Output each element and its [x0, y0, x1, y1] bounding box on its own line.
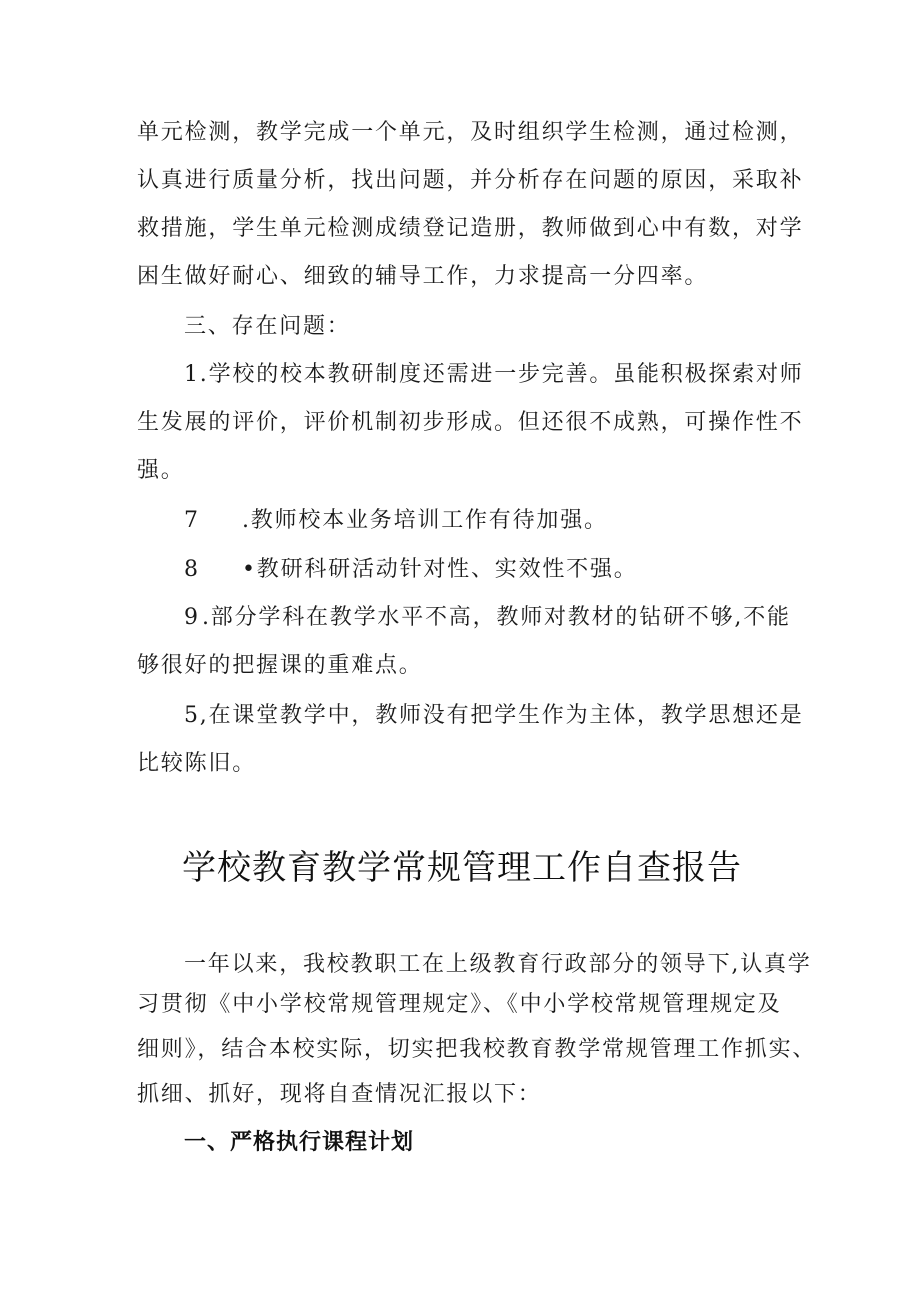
paragraph-line: 比较陈旧。: [137, 751, 257, 776]
paragraph-line: 强。: [137, 458, 185, 483]
paragraph-line: 单元检测，教学完成一个单元，及时组织学生检测，通过检测，: [137, 120, 804, 145]
list-number: 8: [184, 557, 200, 582]
list-item-8: [184, 555, 638, 585]
section-heading-problems: 三、存在问题：: [184, 314, 351, 339]
list-item-7: [184, 506, 608, 536]
paragraph-line: 困生做好耐心、细致的辅导工作，力求提高一分四率。: [137, 264, 709, 289]
list-number: 9: [184, 605, 200, 630]
list-text: .部分学科在教学水平不高，教师对教材的钻研不够,不能: [202, 605, 791, 630]
paragraph-line: 够很好的把握课的重难点。: [137, 653, 423, 678]
paragraph-line: 习贯彻《中小学校常规管理规定》、《中小学校常规管理规定及: [137, 992, 782, 1017]
paragraph-line: 救措施，学生单元检测成绩登记造册，教师做到心中有数，对学: [137, 216, 804, 241]
section-heading-curriculum: 一、严格执行课程计划: [184, 1130, 415, 1155]
list-item-9: [184, 603, 791, 633]
list-text: .教师校本业务培训工作有待加强。: [242, 508, 608, 533]
list-item-5: 5,在课堂教学中，教师没有把学生作为主体，教学思想还是: [184, 703, 804, 728]
paragraph-line: 认真进行质量分析，找出问题，并分析存在问题的原因，采取补: [137, 168, 804, 193]
report-title: 学校教育教学常规管理工作自查报告: [182, 848, 742, 888]
paragraph-line: 抓细、抓好，现将自查情况汇报以下：: [137, 1082, 542, 1107]
paragraph-line: 细则》，结合本校实际，切实把我校教育教学常规管理工作抓实、: [137, 1037, 817, 1062]
paragraph-line: 一年以来，我校教职工在上级教育行政部分的领导下,认真学: [184, 952, 812, 977]
list-number: 7: [184, 508, 200, 533]
paragraph-line: 1.学校的校本教研制度还需进一步完善。虽能积极探索对师: [184, 362, 804, 387]
list-text: •教研科研活动针对性、实效性不强。: [242, 557, 638, 582]
paragraph-line: 生发展的评价，评价机制初步形成。但还很不成熟，可操作性不: [137, 410, 804, 435]
